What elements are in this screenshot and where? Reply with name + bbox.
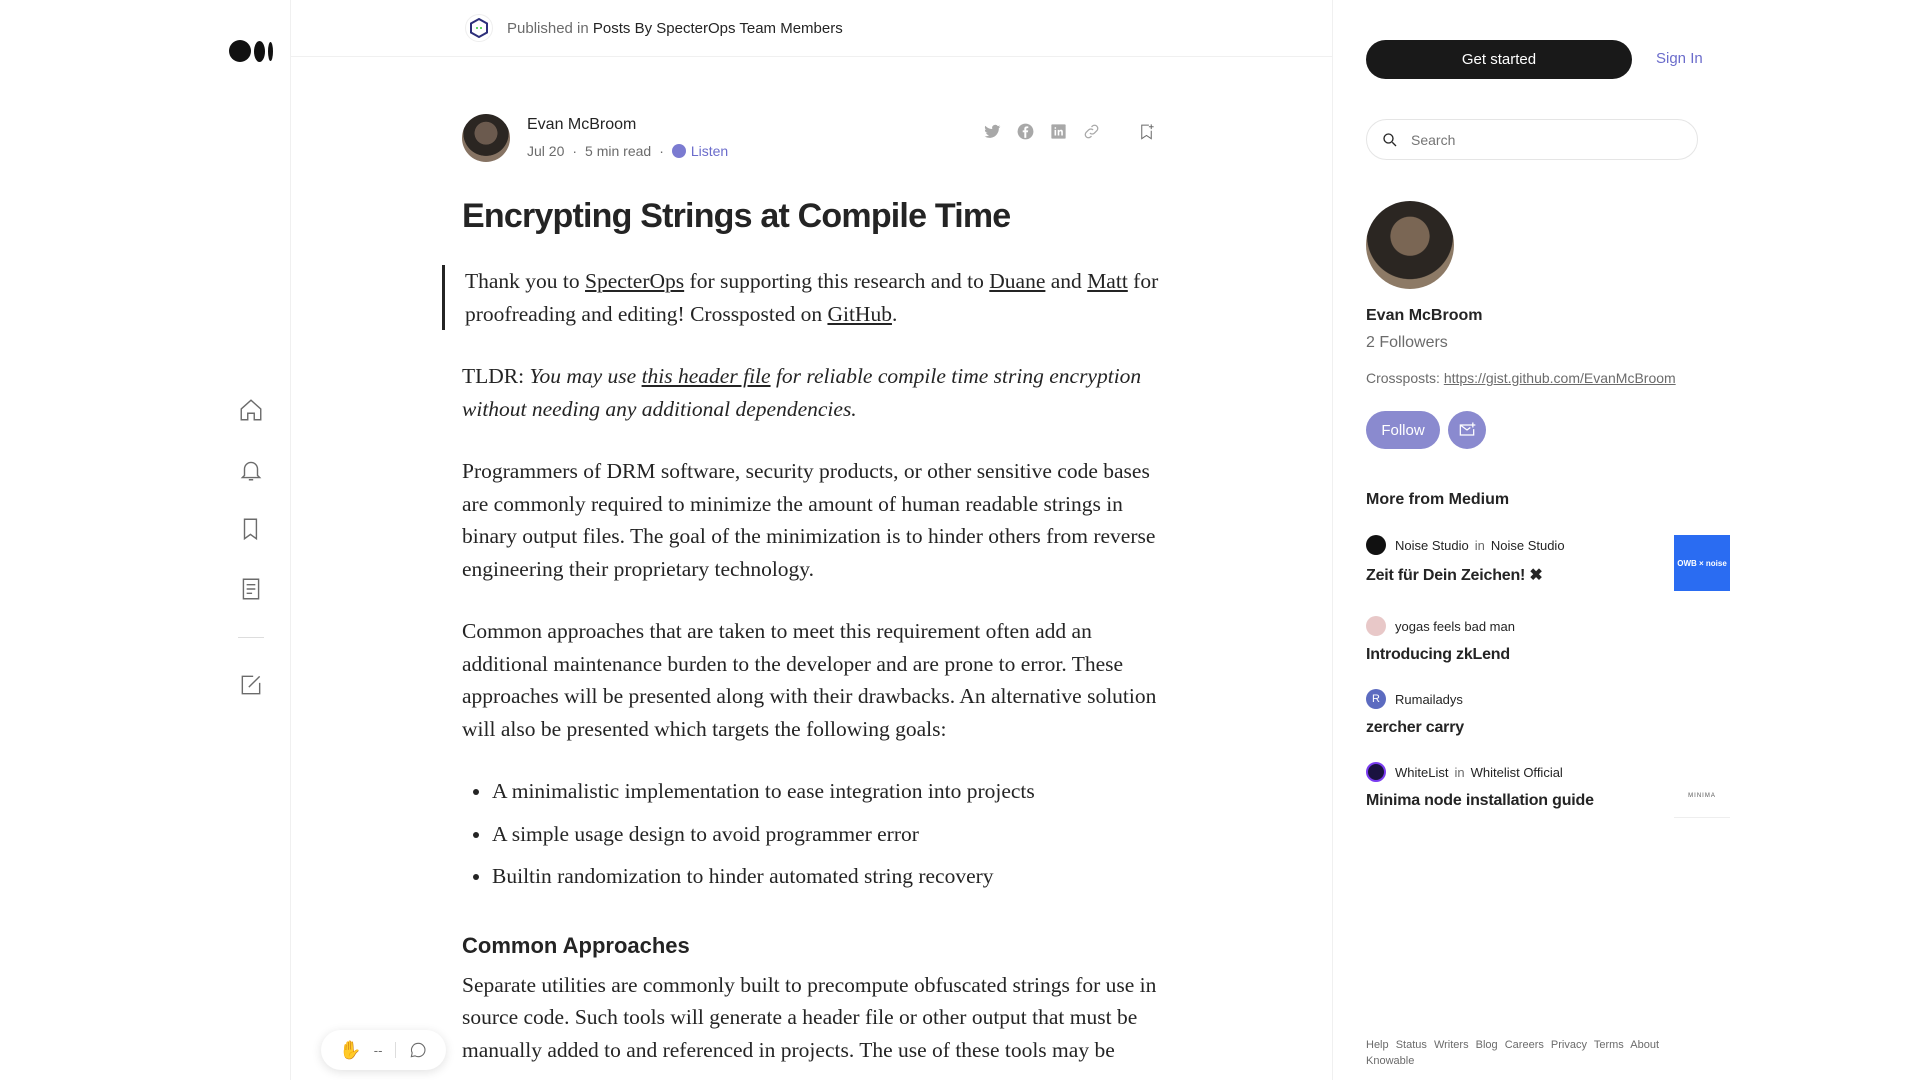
bookmark-add-icon[interactable] bbox=[1137, 122, 1156, 141]
story-title[interactable]: Zeit für Dein Zeichen! ✖ bbox=[1366, 567, 1543, 584]
clap-icon[interactable]: ✋ bbox=[339, 1039, 362, 1060]
article-area bbox=[291, 0, 1332, 1080]
paragraph-1: Programmers of DRM software, security products, or other sensitive code bases are commonly required to minimize the amount of human readable strings in binary output files. The goal of the minimization is to hinder others from reverse engineering their proprietary technology. bbox=[462, 459, 1156, 581]
github-link[interactable]: GitHub bbox=[827, 301, 892, 326]
author-avatar bbox=[1366, 762, 1386, 782]
lists-icon[interactable] bbox=[238, 516, 264, 542]
story-title[interactable]: Introducing zkLend bbox=[1366, 646, 1510, 663]
story-author[interactable]: Rumailadys bbox=[1395, 691, 1463, 707]
sign-in-link[interactable]: Sign In bbox=[1656, 50, 1703, 67]
facebook-icon[interactable] bbox=[1016, 122, 1035, 141]
listen-button[interactable] bbox=[672, 143, 728, 159]
play-icon bbox=[672, 144, 686, 158]
author-avatar bbox=[1366, 535, 1386, 555]
in-label: in bbox=[1474, 537, 1485, 553]
duane-link[interactable]: Duane bbox=[989, 269, 1046, 293]
quote-text: for supporting this research and to bbox=[684, 269, 990, 293]
story-author[interactable]: yogas feels bad man bbox=[1395, 618, 1515, 634]
notifications-icon[interactable] bbox=[238, 457, 264, 483]
paragraph-2: Common approaches that are taken to meet this requirement often add an additional maintenance burden to the developer and are prone to error. These approaches will be presented along with their drawbacks. An alternative solution will also be presented which targets the following goals: bbox=[462, 619, 1157, 741]
footer-link[interactable]: Blog bbox=[1475, 1039, 1498, 1051]
footer-links bbox=[1366, 1037, 1686, 1069]
comment-icon[interactable] bbox=[408, 1040, 428, 1060]
search-box[interactable] bbox=[1366, 119, 1698, 160]
footer-link[interactable]: Help bbox=[1366, 1039, 1389, 1051]
copy-link-icon[interactable] bbox=[1082, 122, 1101, 141]
section-heading: Common Approaches bbox=[462, 932, 690, 958]
search-icon bbox=[1381, 131, 1399, 149]
mail-plus-icon bbox=[1457, 420, 1477, 440]
story-publication[interactable]: Whitelist Official bbox=[1470, 764, 1563, 780]
published-in-label: Published in bbox=[507, 19, 589, 37]
clap-count: -- bbox=[373, 1042, 383, 1058]
header-file-link[interactable]: this header file bbox=[641, 364, 771, 388]
recommended-story[interactable] bbox=[1366, 535, 1727, 585]
paragraph-3: Separate utilities are commonly built to precompute obfuscated strings for use in source code. Such tools will generate a header file or other output that must be manually added to and referenced in projects. The use of these tools may be bbox=[462, 972, 1157, 1062]
footer-link[interactable]: Status bbox=[1395, 1039, 1427, 1051]
get-started-button[interactable]: Get started bbox=[1366, 40, 1632, 79]
specterops-logo-icon[interactable] bbox=[465, 14, 493, 42]
publication-bar bbox=[291, 0, 1332, 57]
right-sidebar bbox=[1332, 0, 1920, 1080]
in-label: in bbox=[1454, 764, 1465, 780]
linkedin-icon[interactable] bbox=[1049, 122, 1068, 141]
story-title[interactable]: Minima node installation guide bbox=[1366, 792, 1594, 809]
author-avatar[interactable] bbox=[462, 114, 510, 162]
write-icon[interactable] bbox=[238, 672, 264, 698]
author-name[interactable]: Evan McBroom bbox=[527, 116, 637, 133]
footer-link[interactable]: Writers bbox=[1433, 1039, 1469, 1051]
crossposts-label: Crossposts: bbox=[1366, 370, 1444, 386]
author-avatar: R bbox=[1366, 689, 1386, 709]
footer-link[interactable]: Terms bbox=[1593, 1039, 1624, 1051]
footer-link[interactable]: Privacy bbox=[1550, 1039, 1587, 1051]
recommended-story[interactable] bbox=[1366, 689, 1700, 737]
medium-logo[interactable] bbox=[229, 40, 273, 62]
list-item: • Builtin randomization to hinder automated string recovery bbox=[492, 860, 1162, 893]
read-time: 5 min read bbox=[585, 143, 652, 159]
acknowledgement-quote bbox=[442, 265, 1162, 330]
twitter-icon[interactable] bbox=[983, 122, 1002, 141]
listen-label: Listen bbox=[690, 143, 729, 159]
crossposts-link[interactable]: https://gist.github.com/EvanMcBroom bbox=[1443, 370, 1676, 386]
article-title: Encrypting Strings at Compile Time bbox=[462, 197, 1011, 235]
list-item: • A simple usage design to avoid programmer error bbox=[492, 818, 1162, 851]
quote-text: Thank you to bbox=[465, 269, 586, 293]
story-thumbnail[interactable]: MINIMA bbox=[1674, 762, 1730, 818]
footer-link[interactable]: Careers bbox=[1504, 1039, 1544, 1051]
more-from-medium-heading: More from Medium bbox=[1366, 491, 1510, 508]
follow-button[interactable]: Follow bbox=[1366, 411, 1440, 449]
recommended-story[interactable] bbox=[1366, 762, 1716, 810]
tldr-label: TLDR: bbox=[462, 364, 530, 388]
nav-divider bbox=[238, 637, 264, 638]
quote-text: and bbox=[1045, 269, 1088, 293]
story-thumbnail[interactable]: OWB × noise bbox=[1674, 535, 1730, 591]
matt-link[interactable]: Matt bbox=[1087, 269, 1128, 293]
specterops-link[interactable]: SpecterOps bbox=[585, 269, 685, 293]
publish-date: Jul 20 bbox=[527, 143, 565, 159]
story-publication[interactable]: Noise Studio bbox=[1490, 537, 1565, 553]
home-icon[interactable] bbox=[238, 397, 264, 423]
footer-link[interactable]: Knowable bbox=[1366, 1055, 1415, 1067]
search-input[interactable] bbox=[1411, 132, 1671, 148]
story-title[interactable]: zercher carry bbox=[1366, 719, 1464, 736]
footer-link[interactable]: About bbox=[1630, 1039, 1659, 1051]
profile-avatar[interactable] bbox=[1366, 201, 1454, 289]
profile-name[interactable]: Evan McBroom bbox=[1366, 307, 1483, 324]
list-item: • A minimalistic implementation to ease integration into projects bbox=[492, 775, 1162, 808]
tldr-paragraph bbox=[462, 360, 1162, 425]
story-author[interactable]: WhiteList bbox=[1395, 764, 1449, 780]
quote-text: for proofreading and editing! Crossposted on bbox=[465, 269, 1159, 326]
article-body bbox=[462, 195, 1162, 1080]
story-author[interactable]: Noise Studio bbox=[1395, 537, 1469, 553]
author-avatar bbox=[1366, 616, 1386, 636]
clap-bar bbox=[321, 1030, 446, 1070]
left-nav bbox=[0, 0, 291, 1080]
quote-text: . bbox=[891, 301, 898, 326]
tldr-text: You may use bbox=[529, 364, 642, 388]
author-row: Evan McBroom Jul 20 · 5 min read · Listen bbox=[462, 114, 1162, 164]
goals-list bbox=[492, 775, 1162, 893]
subscribe-email-button[interactable] bbox=[1448, 411, 1486, 449]
recommended-story[interactable] bbox=[1366, 616, 1700, 664]
stories-icon[interactable] bbox=[238, 576, 264, 602]
publication-link[interactable]: Posts By SpecterOps Team Members bbox=[592, 19, 843, 37]
follower-count[interactable]: 2 Followers bbox=[1366, 334, 1448, 351]
tldr-text: for reliable compile time string encryption without needing any additional dependencies. bbox=[462, 364, 1142, 421]
